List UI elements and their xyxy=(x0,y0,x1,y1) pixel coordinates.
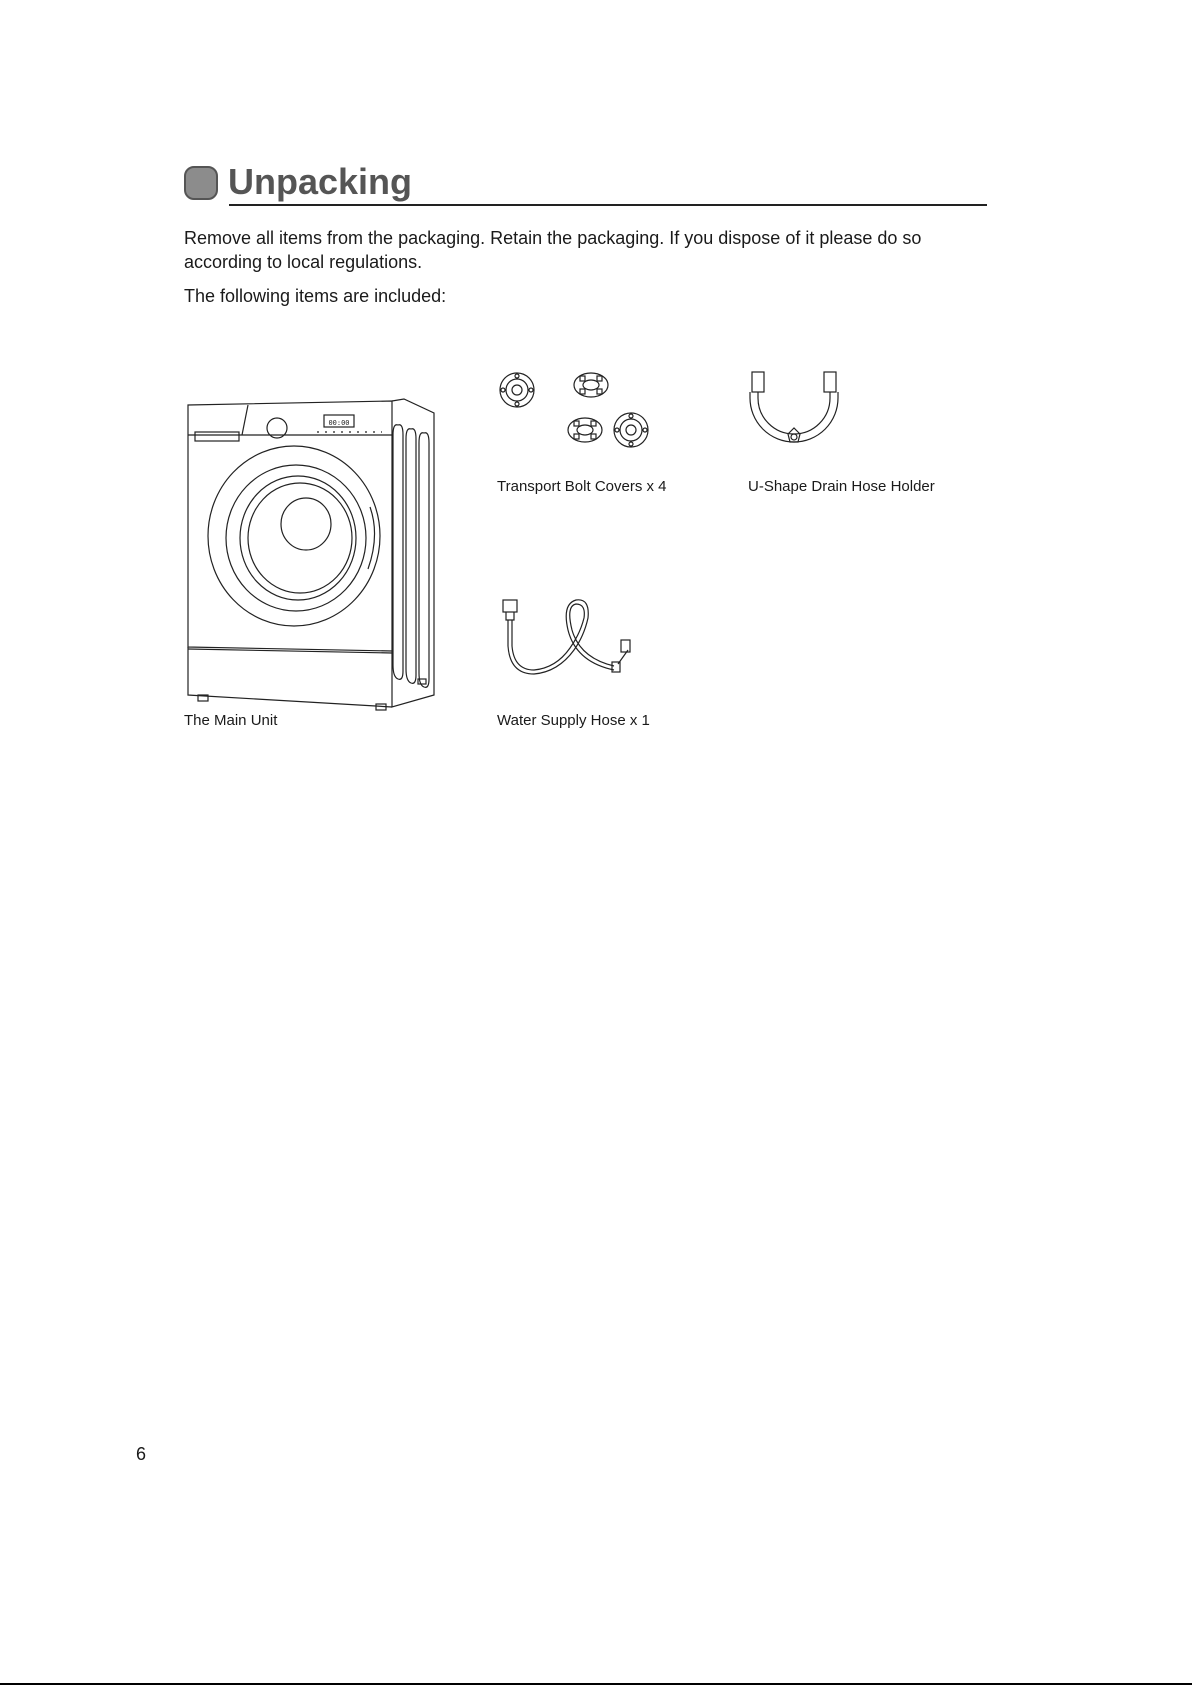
water-supply-hose-illustration xyxy=(500,596,632,684)
transport-bolt-covers-illustration xyxy=(497,366,653,454)
title-underline xyxy=(229,204,987,206)
section-marker-icon xyxy=(184,166,218,200)
section-title: Unpacking xyxy=(228,161,413,202)
item-label-main-unit: The Main Unit xyxy=(184,712,278,729)
item-label-water-supply-hose: Water Supply Hose x 1 xyxy=(497,712,650,729)
u-shape-hose-holder-illustration xyxy=(748,368,840,450)
item-label-transport-bolt-covers: Transport Bolt Covers x 4 xyxy=(497,478,667,495)
item-label-u-shape-holder: U-Shape Drain Hose Holder xyxy=(748,478,935,495)
intro-paragraph: Remove all items from the packaging. Retain the packaging. If you dispose of it please do so according to local regulations. xyxy=(184,228,922,272)
included-items-heading: The following items are included: xyxy=(184,286,447,306)
display-readout: 00:00 xyxy=(328,419,350,427)
page-number: 6 xyxy=(136,1444,147,1464)
washing-machine-illustration xyxy=(182,395,440,711)
